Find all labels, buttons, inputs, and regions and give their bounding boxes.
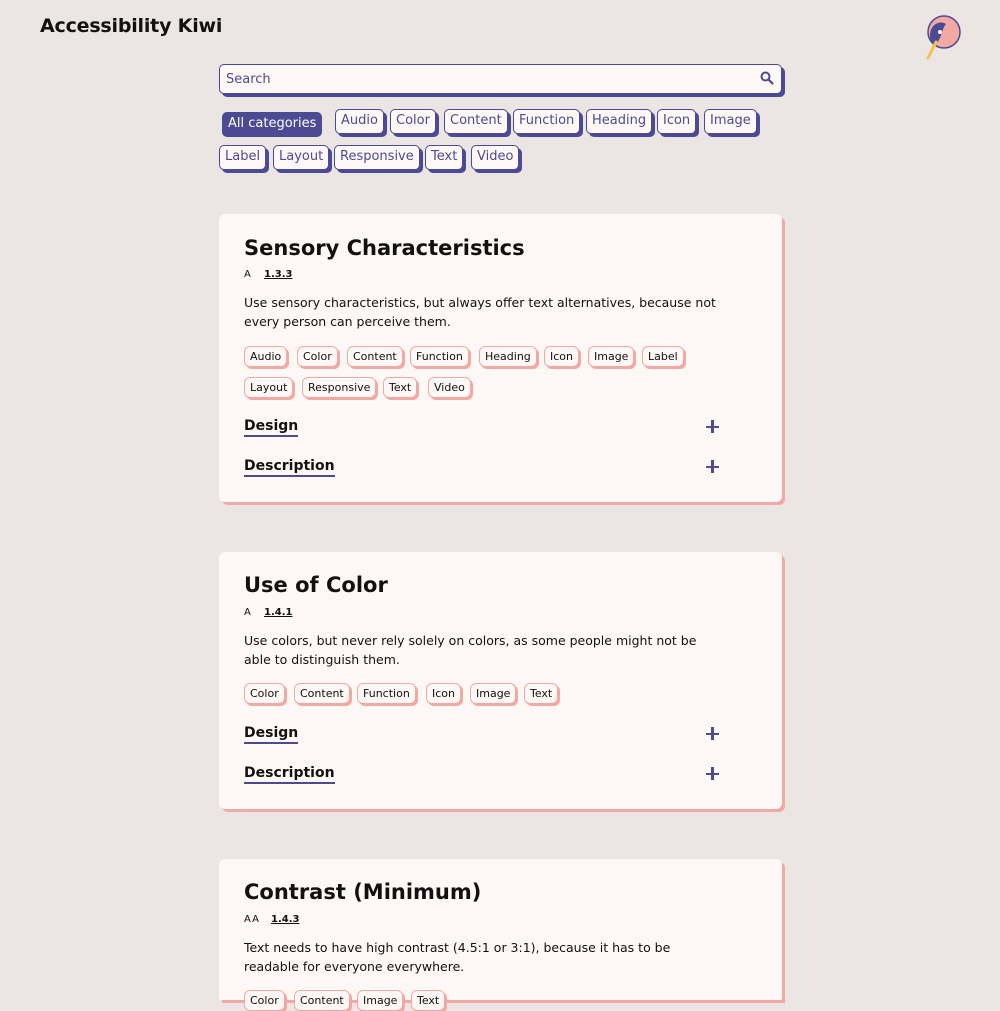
tag[interactable]: Text	[411, 990, 445, 1011]
tag[interactable]: Image	[357, 990, 403, 1011]
guideline-card	[219, 552, 782, 809]
expand-design-icon[interactable]	[706, 727, 719, 740]
tag[interactable]: Color	[244, 683, 285, 704]
guideline-card	[219, 859, 782, 1007]
tag[interactable]: Text	[383, 377, 417, 398]
filter-all-categories[interactable]: All categories	[222, 112, 322, 137]
tag[interactable]: Heading	[479, 346, 537, 367]
tag[interactable]: Label	[642, 346, 684, 367]
accordion-description[interactable]: Description	[244, 457, 335, 477]
tag[interactable]: Audio	[244, 346, 287, 367]
site-title[interactable]: Accessibility Kiwi	[40, 15, 223, 37]
tag[interactable]: Content	[294, 990, 350, 1011]
card-description: Text needs to have high contrast (4.5:1 or 3:1), because it has to be readable for everyone everywhere.	[244, 940, 671, 974]
tag[interactable]: Function	[357, 683, 416, 704]
accordion-design[interactable]: Design	[244, 417, 298, 437]
filter-icon[interactable]: Icon	[657, 109, 696, 134]
tag[interactable]: Content	[294, 683, 350, 704]
filter-heading[interactable]: Heading	[586, 109, 652, 134]
filter-video[interactable]: Video	[471, 145, 519, 170]
search-box[interactable]	[219, 64, 782, 94]
expand-design-icon[interactable]	[706, 420, 719, 433]
filter-label[interactable]: Label	[219, 145, 266, 170]
card-title: Contrast (Minimum)	[244, 880, 482, 904]
tag[interactable]: Content	[347, 346, 403, 367]
tag[interactable]: Responsive	[302, 377, 376, 398]
filter-color[interactable]: Color	[390, 109, 436, 134]
search-input[interactable]	[226, 69, 746, 89]
accordion-description[interactable]: Description	[244, 764, 335, 784]
conformance-level: A	[244, 269, 252, 280]
accordion-design[interactable]: Design	[244, 724, 298, 744]
tag[interactable]: Color	[244, 990, 285, 1011]
card-title: Sensory Characteristics	[244, 236, 525, 260]
filter-function[interactable]: Function	[513, 109, 580, 134]
conformance-level: A	[244, 607, 252, 618]
guideline-card	[219, 214, 782, 502]
filter-content[interactable]: Content	[444, 109, 508, 134]
search-icon[interactable]	[760, 71, 774, 85]
card-description: Use sensory characteristics, but always offer text alternatives, because not every person can perceive them.	[244, 295, 716, 329]
filter-responsive[interactable]: Responsive	[334, 145, 420, 170]
criterion-link[interactable]: 1.4.3	[271, 914, 300, 925]
expand-description-icon[interactable]	[706, 460, 719, 473]
card-title: Use of Color	[244, 573, 388, 597]
tag[interactable]: Icon	[426, 683, 461, 704]
criterion-link[interactable]: 1.4.1	[264, 607, 293, 618]
tag[interactable]: Function	[410, 346, 469, 367]
filter-audio[interactable]: Audio	[335, 109, 384, 134]
expand-description-icon[interactable]	[706, 767, 719, 780]
tag[interactable]: Video	[428, 377, 471, 398]
criterion-link[interactable]: 1.3.3	[264, 269, 293, 280]
filter-layout[interactable]: Layout	[273, 145, 329, 170]
tag[interactable]: Layout	[244, 377, 293, 398]
tag[interactable]: Image	[470, 683, 516, 704]
card-description: Use colors, but never rely solely on colors, as some people might not be able to distinguish them.	[244, 633, 697, 667]
tag[interactable]: Color	[297, 346, 338, 367]
filter-text[interactable]: Text	[425, 145, 463, 170]
filter-image[interactable]: Image	[704, 109, 757, 134]
tag[interactable]: Text	[524, 683, 558, 704]
conformance-level: AA	[244, 914, 260, 925]
kiwi-logo-icon[interactable]	[922, 14, 964, 60]
tag[interactable]: Image	[588, 346, 634, 367]
tag[interactable]: Icon	[544, 346, 579, 367]
